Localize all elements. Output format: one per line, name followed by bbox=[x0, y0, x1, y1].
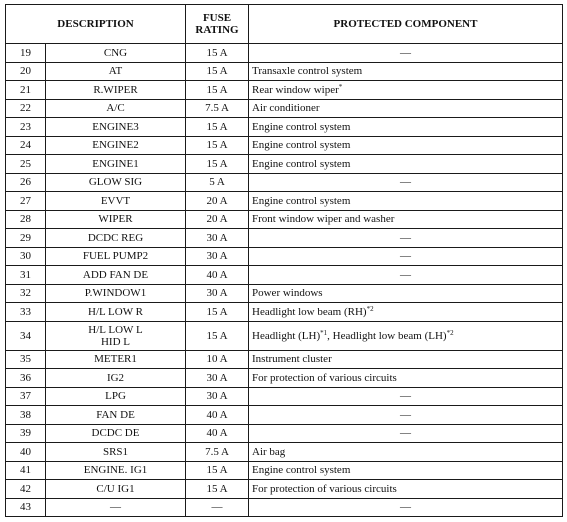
protected-component-text: For protection of various circuits bbox=[252, 482, 397, 495]
protected-component-text: For protection of various circuits bbox=[252, 371, 397, 384]
table-row bbox=[6, 303, 563, 322]
fuse-number: 25 bbox=[6, 155, 46, 174]
protected-component-text: — bbox=[400, 408, 411, 421]
protected-component bbox=[249, 192, 563, 211]
fuse-rating: 15 A bbox=[186, 155, 249, 174]
table-row bbox=[6, 480, 563, 499]
protected-component-text: Engine control system bbox=[252, 120, 351, 133]
fuse-description: ENGINE. IG1 bbox=[46, 461, 186, 480]
protected-component bbox=[249, 350, 563, 369]
fuse-rating: 30 A bbox=[186, 247, 249, 266]
fuse-number: 41 bbox=[6, 461, 46, 480]
fuse-rating: 10 A bbox=[186, 350, 249, 369]
fuse-number: 29 bbox=[6, 229, 46, 248]
protected-component-text: Engine control system bbox=[252, 157, 351, 170]
table-row bbox=[6, 118, 563, 137]
fuse-number: 27 bbox=[6, 192, 46, 211]
table-row bbox=[6, 81, 563, 100]
protected-component bbox=[249, 155, 563, 174]
fuse-number: 38 bbox=[6, 406, 46, 425]
fuse-rating: 15 A bbox=[186, 136, 249, 155]
fuse-rating: 20 A bbox=[186, 210, 249, 229]
fuse-description-line1: H/L LOW L bbox=[88, 323, 143, 336]
fuse-number: 31 bbox=[6, 266, 46, 285]
footnote-marker: *2 bbox=[366, 304, 374, 313]
table-row bbox=[6, 44, 563, 63]
table-row bbox=[6, 387, 563, 406]
protected-component-text: — bbox=[400, 231, 411, 244]
fuse-rating: — bbox=[186, 498, 249, 517]
fuse-rating: 30 A bbox=[186, 284, 249, 303]
fuse-number: 35 bbox=[6, 350, 46, 369]
protected-component-text: Front window wiper and washer bbox=[252, 213, 395, 226]
fuse-description bbox=[46, 321, 186, 350]
fuse-description: ADD FAN DE bbox=[46, 266, 186, 285]
table-row bbox=[6, 406, 563, 425]
protected-component bbox=[249, 461, 563, 480]
fuse-description: IG2 bbox=[46, 369, 186, 388]
fuse-description-line2: HID L bbox=[100, 335, 131, 348]
table-row bbox=[6, 369, 563, 388]
fuse-number: 33 bbox=[6, 303, 46, 322]
table-row bbox=[6, 99, 563, 118]
fuse-description: METER1 bbox=[46, 350, 186, 369]
fuse-description: ENGINE1 bbox=[46, 155, 186, 174]
table-row bbox=[6, 321, 563, 350]
table-row bbox=[6, 62, 563, 81]
protected-component-text: — bbox=[400, 427, 411, 440]
protected-component bbox=[249, 443, 563, 462]
fuse-number: 26 bbox=[6, 173, 46, 192]
protected-component-text: Air conditioner bbox=[252, 102, 320, 115]
protected-component-text: — bbox=[400, 176, 411, 189]
fuse-rating: 15 A bbox=[186, 118, 249, 137]
fuse-number: 42 bbox=[6, 480, 46, 499]
protected-component-text: Engine control system bbox=[252, 194, 351, 207]
protected-component-text: — bbox=[400, 46, 411, 59]
protected-component bbox=[249, 173, 563, 192]
footnote-marker: *1 bbox=[320, 328, 328, 337]
protected-component bbox=[249, 498, 563, 517]
fuse-description: P.WINDOW1 bbox=[46, 284, 186, 303]
fuse-table bbox=[5, 4, 563, 517]
footnote-marker: * bbox=[338, 82, 343, 91]
table-row bbox=[6, 247, 563, 266]
fuse-description: SRS1 bbox=[46, 443, 186, 462]
protected-component bbox=[249, 44, 563, 63]
fuse-rating: 40 A bbox=[186, 424, 249, 443]
header-row bbox=[6, 5, 563, 44]
protected-component-text: Headlight (LH) bbox=[252, 329, 321, 342]
fuse-rating: 7.5 A bbox=[186, 99, 249, 118]
header-protected-component: PROTECTED COMPONENT bbox=[249, 5, 563, 44]
fuse-rating: 15 A bbox=[186, 62, 249, 81]
protected-component-text: Engine control system bbox=[252, 464, 351, 477]
protected-component-text: — bbox=[400, 250, 411, 263]
fuse-number: 19 bbox=[6, 44, 46, 63]
protected-component bbox=[249, 210, 563, 229]
fuse-rating: 5 A bbox=[186, 173, 249, 192]
fuse-number: 22 bbox=[6, 99, 46, 118]
fuse-number: 23 bbox=[6, 118, 46, 137]
protected-component-text: Transaxle control system bbox=[252, 65, 363, 78]
fuse-number: 24 bbox=[6, 136, 46, 155]
table-row bbox=[6, 424, 563, 443]
fuse-description: FUEL PUMP2 bbox=[46, 247, 186, 266]
protected-component bbox=[249, 369, 563, 388]
fuse-number: 28 bbox=[6, 210, 46, 229]
fuse-number: 43 bbox=[6, 498, 46, 517]
protected-component bbox=[249, 247, 563, 266]
fuse-rating: 7.5 A bbox=[186, 443, 249, 462]
fuse-rating: 20 A bbox=[186, 192, 249, 211]
table-row bbox=[6, 192, 563, 211]
protected-component bbox=[249, 387, 563, 406]
fuse-description: LPG bbox=[46, 387, 186, 406]
protected-component bbox=[249, 406, 563, 425]
table-row bbox=[6, 498, 563, 517]
protected-component-text: Engine control system bbox=[252, 139, 351, 152]
protected-component-text: Power windows bbox=[252, 287, 323, 300]
table-row bbox=[6, 266, 563, 285]
table-header bbox=[6, 5, 563, 44]
fuse-rating: 30 A bbox=[186, 369, 249, 388]
fuse-rating: 15 A bbox=[186, 461, 249, 480]
table-row bbox=[6, 284, 563, 303]
fuse-description: ENGINE3 bbox=[46, 118, 186, 137]
fuse-description: EVVT bbox=[46, 192, 186, 211]
table-row bbox=[6, 155, 563, 174]
header-fuse-rating bbox=[186, 5, 249, 44]
fuse-number: 36 bbox=[6, 369, 46, 388]
protected-component bbox=[249, 81, 563, 100]
protected-component bbox=[249, 321, 563, 350]
table-row bbox=[6, 136, 563, 155]
table-row bbox=[6, 350, 563, 369]
footnote-marker: *2 bbox=[446, 328, 454, 337]
protected-component bbox=[249, 118, 563, 137]
fuse-number: 20 bbox=[6, 62, 46, 81]
fuse-description: GLOW SIG bbox=[46, 173, 186, 192]
fuse-description: R.WIPER bbox=[46, 81, 186, 100]
table-body bbox=[6, 44, 563, 517]
protected-component bbox=[249, 229, 563, 248]
fuse-description: ENGINE2 bbox=[46, 136, 186, 155]
fuse-number: 40 bbox=[6, 443, 46, 462]
fuse-description: DCDC REG bbox=[46, 229, 186, 248]
table-row bbox=[6, 229, 563, 248]
protected-component-text: Instrument cluster bbox=[252, 353, 332, 366]
fuse-rating: 40 A bbox=[186, 406, 249, 425]
fuse-rating: 15 A bbox=[186, 81, 249, 100]
fuse-rating: 15 A bbox=[186, 480, 249, 499]
protected-component bbox=[249, 62, 563, 81]
table-row bbox=[6, 461, 563, 480]
fuse-rating: 15 A bbox=[186, 44, 249, 63]
protected-component bbox=[249, 284, 563, 303]
fuse-description: AT bbox=[46, 62, 186, 81]
protected-component bbox=[249, 99, 563, 118]
table-row bbox=[6, 443, 563, 462]
fuse-number: 21 bbox=[6, 81, 46, 100]
fuse-rating: 40 A bbox=[186, 266, 249, 285]
protected-component bbox=[249, 424, 563, 443]
fuse-rating: 15 A bbox=[186, 321, 249, 350]
fuse-number: 30 bbox=[6, 247, 46, 266]
protected-component bbox=[249, 303, 563, 322]
fuse-description: CNG bbox=[46, 44, 186, 63]
protected-component-text: Headlight low beam (RH) bbox=[252, 305, 367, 318]
fuse-description: — bbox=[46, 498, 186, 517]
fuse-rating: 30 A bbox=[186, 387, 249, 406]
protected-component-text: Air bag bbox=[252, 445, 286, 458]
header-rating-line2: RATING bbox=[195, 24, 239, 36]
fuse-description: A/C bbox=[46, 99, 186, 118]
header-description: DESCRIPTION bbox=[6, 5, 186, 44]
table-row bbox=[6, 173, 563, 192]
protected-component bbox=[249, 136, 563, 155]
fuse-description: FAN DE bbox=[46, 406, 186, 425]
table-row bbox=[6, 210, 563, 229]
protected-component bbox=[249, 480, 563, 499]
header-rating-line1: FUSE bbox=[202, 12, 232, 24]
fuse-description: DCDC DE bbox=[46, 424, 186, 443]
fuse-rating: 30 A bbox=[186, 229, 249, 248]
fuse-rating: 15 A bbox=[186, 303, 249, 322]
fuse-number: 34 bbox=[6, 321, 46, 350]
protected-component bbox=[249, 266, 563, 285]
fuse-number: 32 bbox=[6, 284, 46, 303]
fuse-number: 37 bbox=[6, 387, 46, 406]
fuse-description: WIPER bbox=[46, 210, 186, 229]
fuse-number: 39 bbox=[6, 424, 46, 443]
protected-component-text: — bbox=[400, 268, 411, 281]
protected-component-text: — bbox=[400, 501, 411, 514]
protected-component-text: — bbox=[400, 390, 411, 403]
protected-component-text: , Headlight low beam (LH) bbox=[327, 329, 447, 342]
fuse-description: C/U IG1 bbox=[46, 480, 186, 499]
protected-component-text: Rear window wiper bbox=[252, 83, 339, 96]
fuse-description: H/L LOW R bbox=[46, 303, 186, 322]
